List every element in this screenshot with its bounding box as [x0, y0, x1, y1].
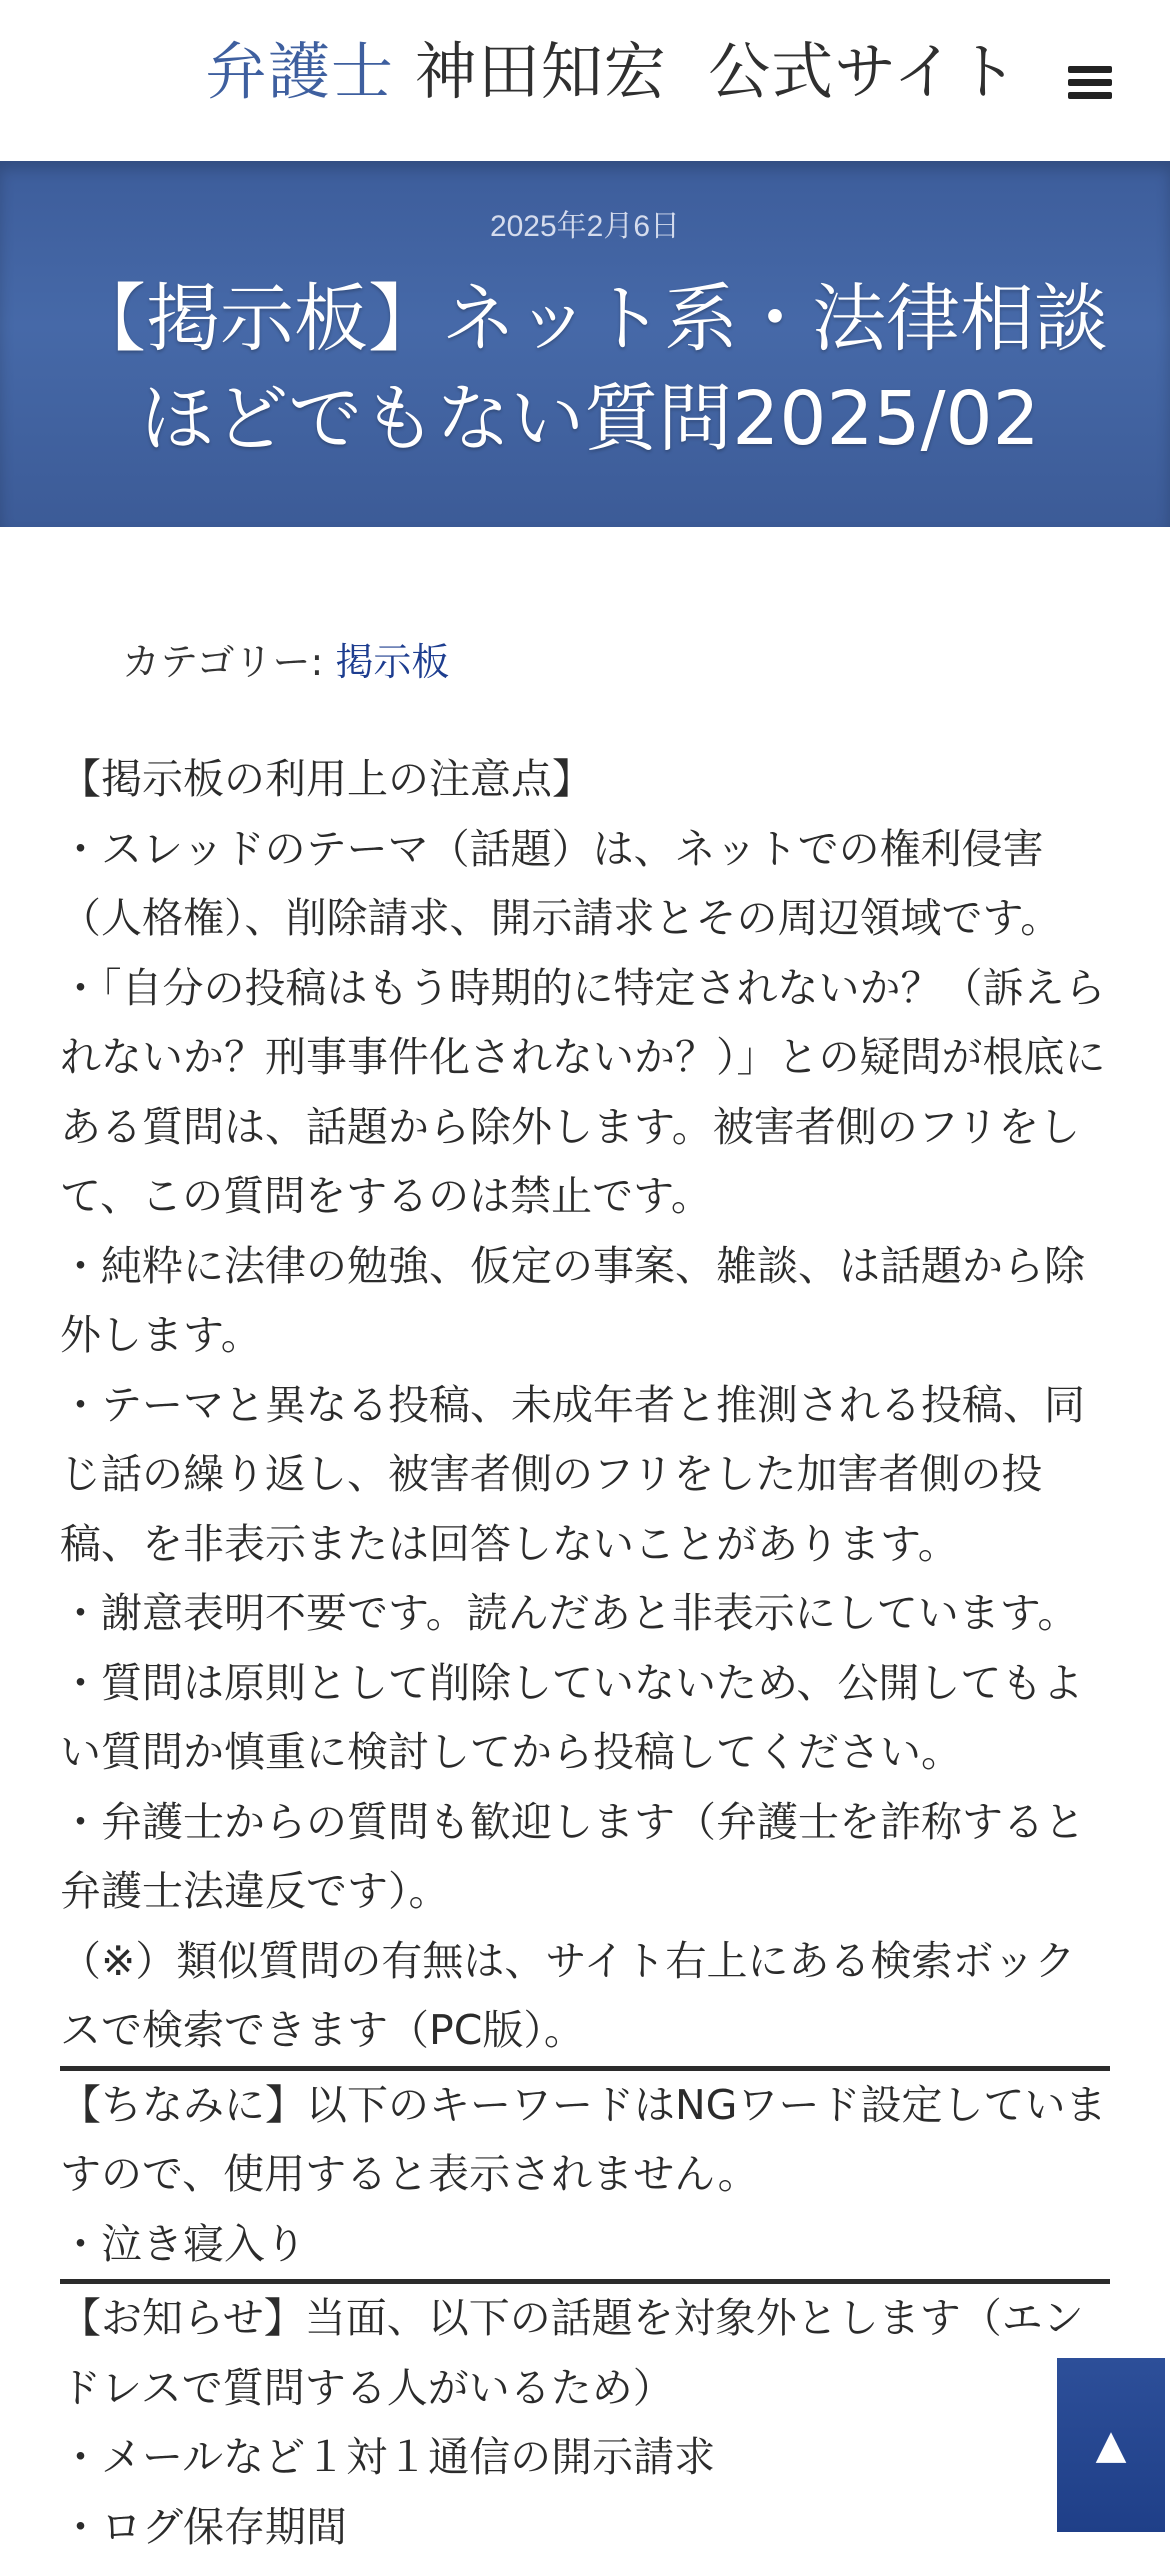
notice-heading: 【お知らせ】当面、以下の話題を対象外とします（エンドレスで質問する人がいるため）	[60, 2284, 1110, 2423]
post-title: 【掲示板】ネット系・法律相談ほどでもない質問2025/02	[70, 269, 1110, 469]
notice-item: ・ログ保存期間	[60, 2493, 1110, 2562]
post-date: 2025年2月6日	[0, 201, 1170, 245]
ng-heading: 【ちなみに】以下のキーワードはNGワード設定していますので、使用すると表示されません。	[60, 2071, 1110, 2210]
site-title-name: 神田知宏	[415, 35, 667, 108]
site-title-suffix: 公式サイト	[708, 35, 1019, 108]
notes-item: ・テーマと異なる投稿、未成年者と推測される投稿、同じ話の繰り返し、被害者側のフリをした加害者側の投稿、を非表示または回答しないことがあります。	[60, 1371, 1110, 1580]
hamburger-menu-icon[interactable]	[1060, 60, 1122, 106]
notes-item: ・質問は原則として削除していないため、公開してもよい質問か慎重に検討してから投稿してください。	[60, 1649, 1110, 1788]
notice-item: ・メールなど１対１通信の開示請求	[60, 2423, 1110, 2493]
notes-item: ・「自分の投稿はもう時期的に特定されないか？（訴えられないか？刑事事件化されないか？）」との疑問が根底にある質問は、話題から除外します。被害者側のフリをして、この質問をするのは禁止です。	[60, 954, 1110, 1232]
notes-item: （※）類似質問の有無は、サイト右上にある検索ボックスで検索できます（PC版）。	[60, 1927, 1110, 2066]
ng-item: ・泣き寝入り	[60, 2210, 1110, 2280]
back-to-top-button[interactable]	[1057, 2358, 1165, 2532]
site-title-brand: 弁護士	[205, 35, 394, 108]
site-title[interactable]	[205, 30, 1019, 114]
notes-item: ・弁護士からの質問も歓迎します（弁護士を詐称すると弁護士法違反です）。	[60, 1788, 1110, 1927]
post-hero	[0, 161, 1170, 527]
site-header	[0, 0, 1170, 161]
arrow-up-icon: ▲	[1096, 2422, 1127, 2468]
notes-item: ・純粋に法律の勉強、仮定の事案、雑談、は話題から除外します。	[60, 1232, 1110, 1371]
menu-bar	[1068, 79, 1112, 86]
notes-item: ・スレッドのテーマ（話題）は、ネットでの権利侵害（人格権）、削除請求、開示請求とその周辺領域です。	[60, 815, 1110, 954]
board-notes	[60, 745, 1110, 2562]
post-category	[122, 637, 449, 687]
menu-bar	[1068, 92, 1112, 99]
category-label: カテゴリー:	[122, 640, 335, 684]
menu-bar	[1068, 66, 1112, 73]
category-link[interactable]: 掲示板	[335, 640, 449, 684]
notes-item: ・謝意表明不要です。読んだあと非表示にしています。	[60, 1579, 1110, 1649]
notes-heading: 【掲示板の利用上の注意点】	[60, 745, 1110, 815]
